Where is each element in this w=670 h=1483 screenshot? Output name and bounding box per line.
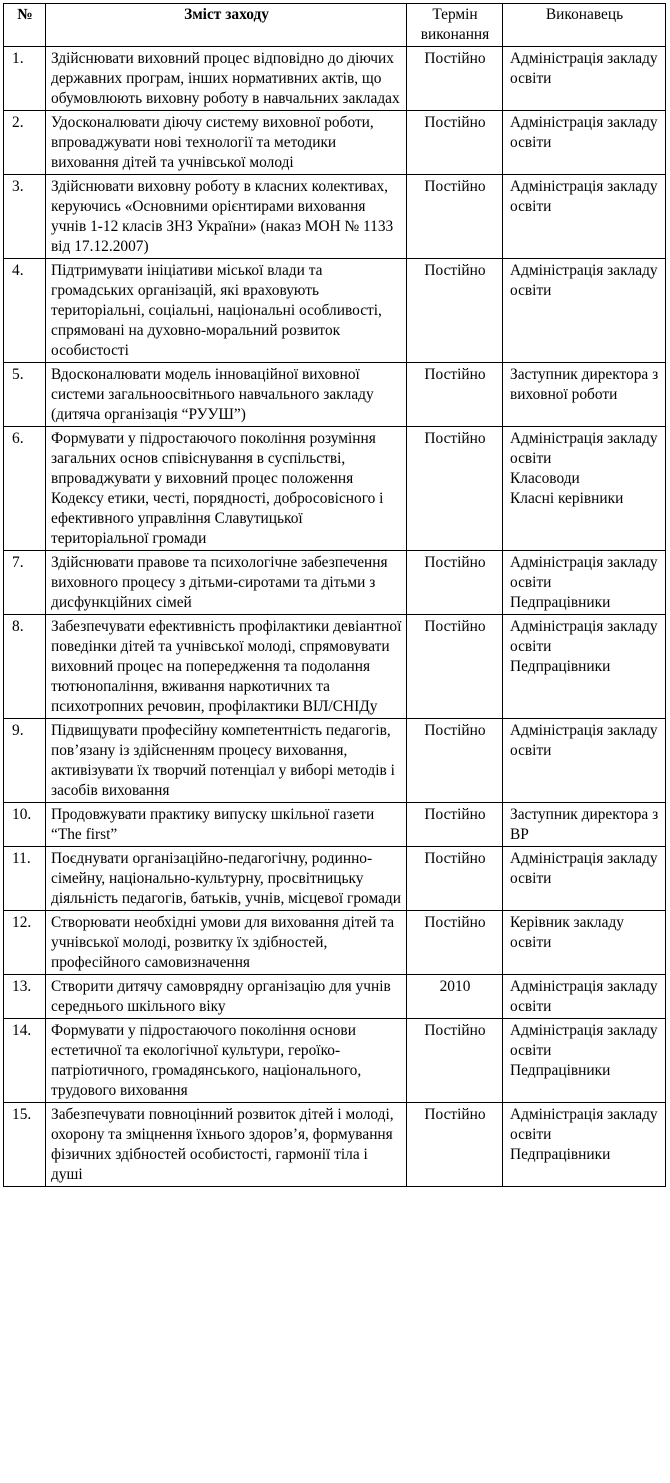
row-term: Постійно	[407, 615, 503, 719]
row-number: 15.	[4, 1103, 46, 1187]
header-executor: Виконавець	[503, 4, 666, 47]
row-content: Формувати у підростаючого покоління розуміння загальних основ співіснування в суспільстві, впроваджувати у виховний процес положення Кодексу етики, честі, порядності, добросовісного і ефективного управління Славутицької територіальної громади	[46, 427, 407, 551]
table-row	[4, 111, 666, 175]
row-term: Постійно	[407, 111, 503, 175]
row-term: Постійно	[407, 259, 503, 363]
row-executor: Адміністрація закладу освіти	[503, 175, 666, 259]
measures-table	[3, 3, 666, 1187]
row-number: 13.	[4, 975, 46, 1019]
row-term: Постійно	[407, 1019, 503, 1103]
row-executor: Адміністрація закладу освіти Педпрацівники	[503, 1019, 666, 1103]
row-number: 14.	[4, 1019, 46, 1103]
row-executor: Адміністрація закладу освіти	[503, 259, 666, 363]
row-term: Постійно	[407, 911, 503, 975]
row-executor: Заступник директора з ВР	[503, 803, 666, 847]
row-content: Підвищувати професійну компетентність педагогів, пов’язану із здійсненням процесу виховання, активізувати їх творчий потенціал у виборі методів і засобів виховання	[46, 719, 407, 803]
row-number: 5.	[4, 363, 46, 427]
row-content: Забезпечувати ефективність профілактики девіантної поведінки дітей та учнівської молоді, спрямовувати виховний процес на попередження та подолання тютюнопаління, вживання наркотичних та психотропних речовин, профілактики ВІЛ/СНІДу	[46, 615, 407, 719]
table-row	[4, 911, 666, 975]
row-content: Забезпечувати повноцінний розвиток дітей і молоді, охорону та зміцнення їхнього здоров’я, формування фізичних здібностей особистості, гармонії тіла і душі	[46, 1103, 407, 1187]
row-term: Постійно	[407, 719, 503, 803]
table-row	[4, 803, 666, 847]
row-term: Постійно	[407, 363, 503, 427]
row-number: 8.	[4, 615, 46, 719]
row-content: Підтримувати ініціативи міської влади та громадських організацій, які враховують територіальні, соціальні, національні особливості, спрямовані на духовно-моральний розвиток особистості	[46, 259, 407, 363]
row-term: Постійно	[407, 427, 503, 551]
row-content: Формувати у підростаючого покоління основи естетичної та екологічної культури, героїко-патріотичного, громадянського, національного, трудового виховання	[46, 1019, 407, 1103]
row-content: Поєднувати організаційно-педагогічну, родинно-сімейну, національно-культурну, просвітницьку діяльність педагогів, батьків, учнів, місцевої громади	[46, 847, 407, 911]
row-term: Постійно	[407, 47, 503, 111]
row-number: 4.	[4, 259, 46, 363]
row-number: 9.	[4, 719, 46, 803]
row-number: 3.	[4, 175, 46, 259]
row-term: 2010	[407, 975, 503, 1019]
table-row	[4, 363, 666, 427]
row-content: Здійснювати правове та психологічне забезпечення виховного процесу з дітьми-сиротами та дітьми з дисфункційних сімей	[46, 551, 407, 615]
row-number: 11.	[4, 847, 46, 911]
row-number: 12.	[4, 911, 46, 975]
table-row	[4, 47, 666, 111]
row-term: Постійно	[407, 551, 503, 615]
row-executor: Адміністрація закладу освіти	[503, 719, 666, 803]
header-row	[4, 4, 666, 47]
row-executor: Заступник директора з виховної роботи	[503, 363, 666, 427]
row-executor: Адміністрація закладу освіти	[503, 975, 666, 1019]
table-row	[4, 427, 666, 551]
row-number: 7.	[4, 551, 46, 615]
row-number: 1.	[4, 47, 46, 111]
row-number: 10.	[4, 803, 46, 847]
table-row	[4, 975, 666, 1019]
table-row	[4, 615, 666, 719]
row-content: Створити дитячу самоврядну організацію для учнів середнього шкільного віку	[46, 975, 407, 1019]
row-content: Здійснювати виховний процес відповідно до діючих державних програм, інших нормативних актів, що обумовлюють виховну роботу в навчальних закладах	[46, 47, 407, 111]
row-term: Постійно	[407, 175, 503, 259]
row-content: Продовжувати практику випуску шкільної газети “The first”	[46, 803, 407, 847]
row-executor: Адміністрація закладу освіти	[503, 847, 666, 911]
header-number: №	[4, 4, 46, 47]
row-executor: Керівник закладу освіти	[503, 911, 666, 975]
row-content: Здійснювати виховну роботу в класних колективах, керуючись «Основними орієнтирами виховання учнів 1-12 класів ЗНЗ України» (наказ МОН № 1133 від 17.12.2007)	[46, 175, 407, 259]
row-executor: Адміністрація закладу освіти Педпрацівники	[503, 551, 666, 615]
row-executor: Адміністрація закладу освіти Класоводи Класні керівники	[503, 427, 666, 551]
row-executor: Адміністрація закладу освіти	[503, 47, 666, 111]
table-header	[4, 4, 666, 47]
row-number: 2.	[4, 111, 46, 175]
row-number: 6.	[4, 427, 46, 551]
table-body	[4, 47, 666, 1187]
row-term: Постійно	[407, 803, 503, 847]
table-row	[4, 1019, 666, 1103]
table-row	[4, 719, 666, 803]
header-content: Зміст заходу	[46, 4, 407, 47]
row-content: Створювати необхідні умови для виховання дітей та учнівської молоді, розвитку їх здібностей, професійного самовизначення	[46, 911, 407, 975]
table-row	[4, 1103, 666, 1187]
table-row	[4, 175, 666, 259]
row-term: Постійно	[407, 847, 503, 911]
row-term: Постійно	[407, 1103, 503, 1187]
row-executor: Адміністрація закладу освіти	[503, 111, 666, 175]
row-content: Удосконалювати діючу систему виховної роботи, впроваджувати нові технології та методики виховання дітей та учнівської молоді	[46, 111, 407, 175]
row-executor: Адміністрація закладу освіти Педпрацівники	[503, 1103, 666, 1187]
table-row	[4, 551, 666, 615]
header-term: Термін виконання	[407, 4, 503, 47]
table-row	[4, 259, 666, 363]
table-row	[4, 847, 666, 911]
row-content: Вдосконалювати модель інноваційної виховної системи загальноосвітнього навчального закладу (дитяча організація “РУУШ”)	[46, 363, 407, 427]
row-executor: Адміністрація закладу освіти Педпрацівники	[503, 615, 666, 719]
